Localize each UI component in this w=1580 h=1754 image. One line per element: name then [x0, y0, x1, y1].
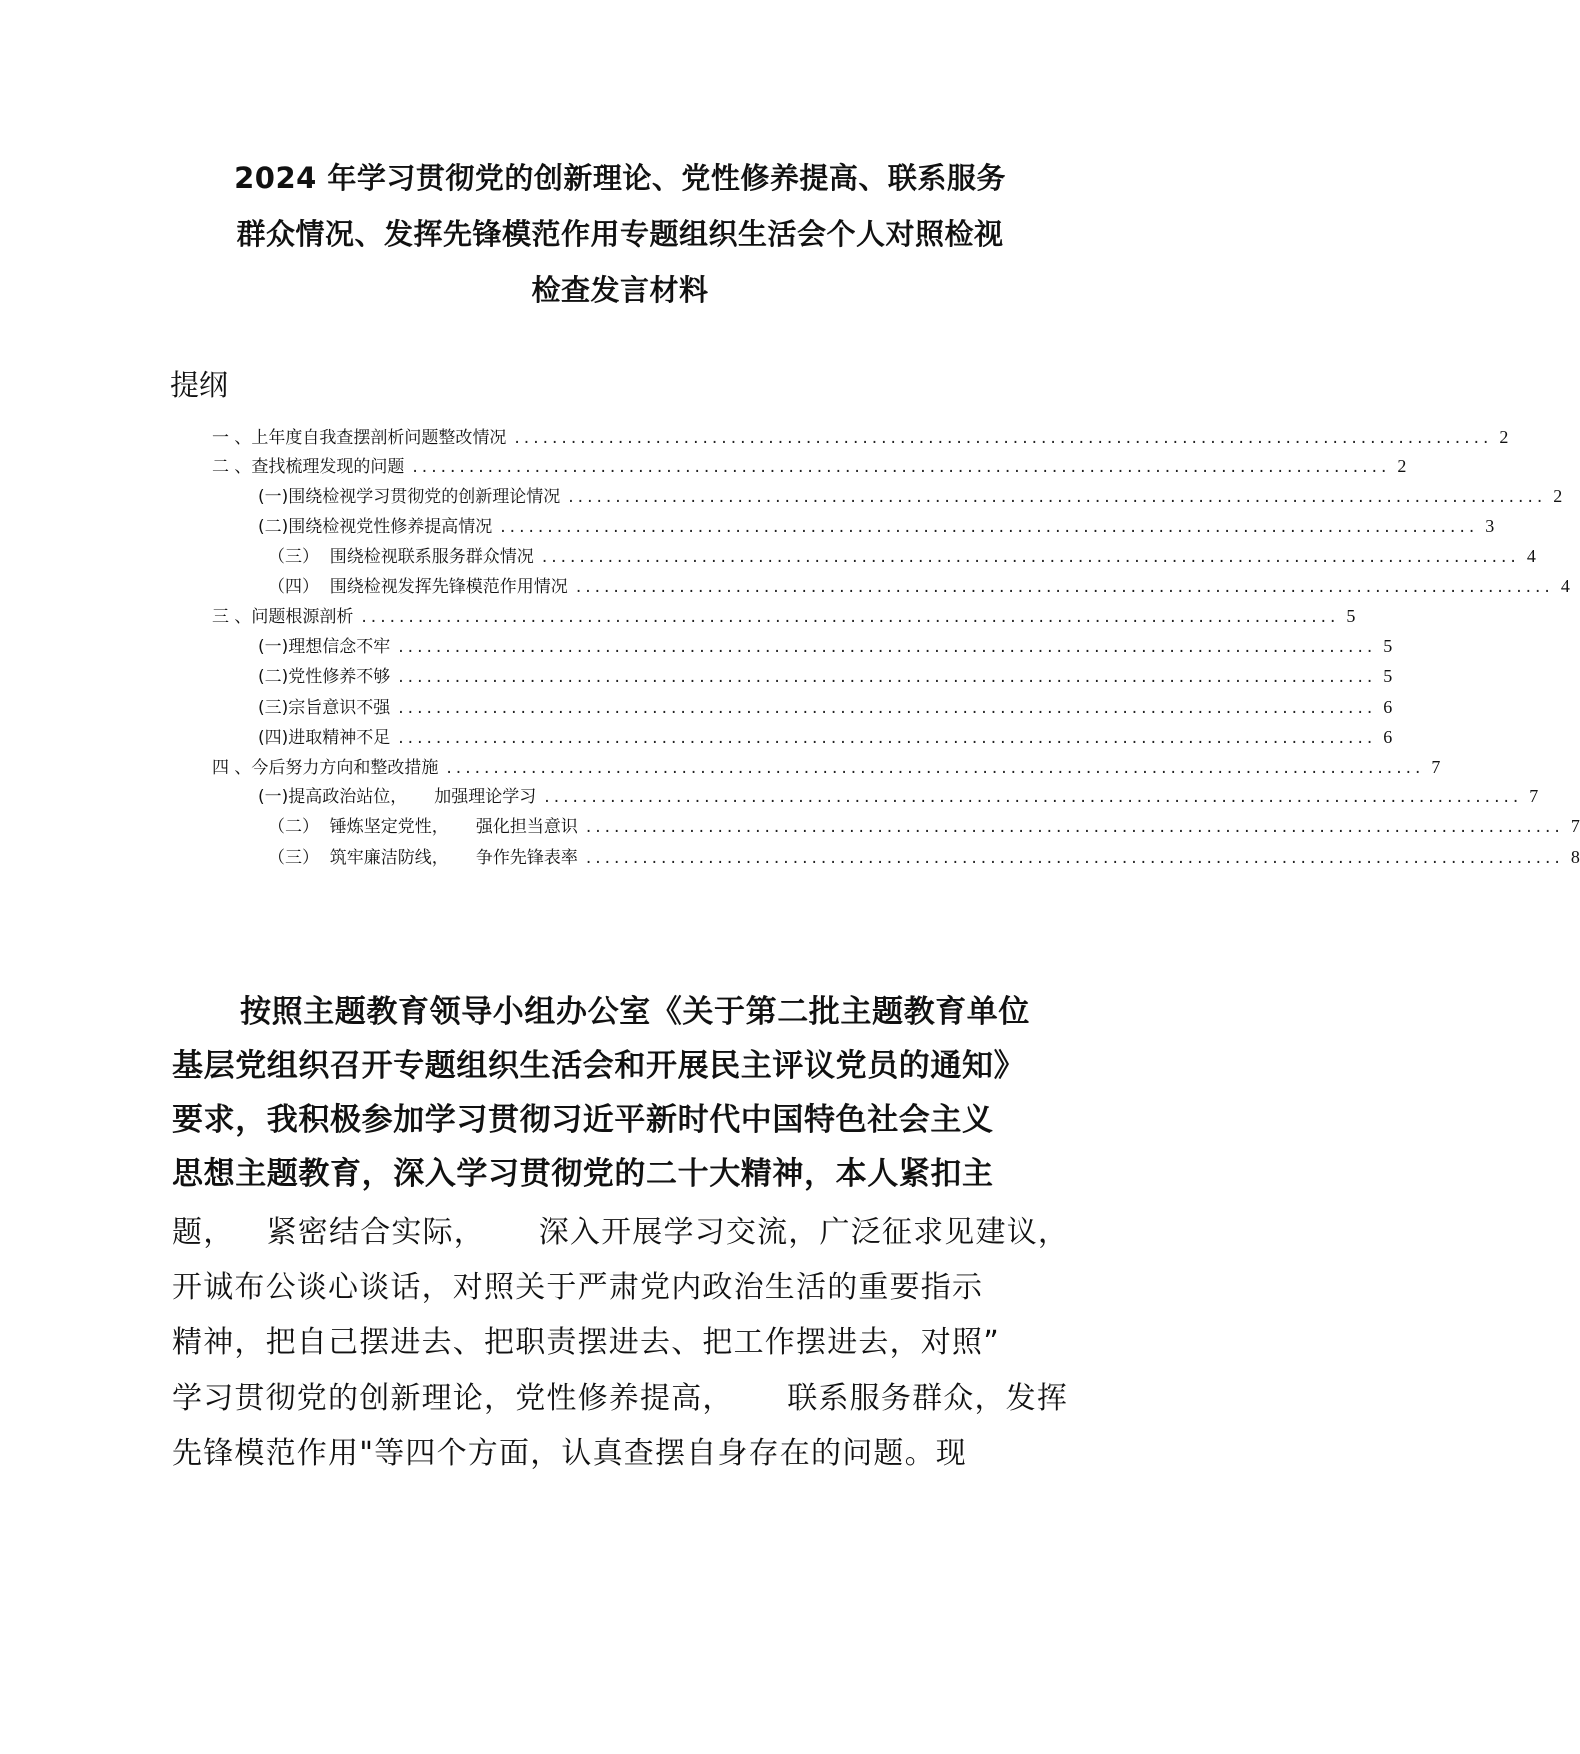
toc-leader-dots: ........................................................................................................ [361, 607, 1340, 627]
toc-page-number: 7 [1570, 816, 1580, 836]
outline-heading: 提纲 [170, 368, 229, 402]
toc-entry-label: (一)提高政治站位， 加强理论学习 [258, 787, 537, 807]
body-text-line: 开诚布公谈心谈话，对照关于严肃党内政治生活的重要指示 [172, 1270, 984, 1305]
toc-leader-dots: ........................................................................................................ [544, 787, 1523, 807]
toc-entry-label: （三） 围绕检视联系服务群众情况 [268, 547, 534, 567]
toc-leader-dots: ........................................................................................................ [585, 848, 1564, 868]
body-bold-line: 按照主题教育领导小组办公室《关于第二批主题教育单位 [240, 994, 1030, 1030]
toc-entry[interactable] [258, 483, 1563, 509]
toc-entry-label: (二)围绕检视党性修养提高情况 [258, 517, 493, 537]
toc-page-number: 6 [1383, 697, 1393, 717]
toc-entry-label: (一)理想信念不牢 [258, 637, 391, 657]
toc-entry-label: 查找梳理发现的问题 [251, 457, 405, 477]
toc-leader-dots: ........................................................................................................ [398, 637, 1377, 657]
toc-entry-label: 问题根源剖析 [251, 607, 354, 627]
toc-entry-number: 三 、 [212, 607, 252, 627]
toc-entry-label: （二） 锤炼坚定党性， 强化担当意识 [268, 817, 578, 837]
toc-entry[interactable] [268, 573, 1570, 599]
toc-entry-label: （四） 围绕检视发挥先锋模范作用情况 [268, 577, 568, 597]
body-bold-line: 思想主题教育，深入学习贯彻党的二十大精神，本人紧扣主 [172, 1156, 994, 1192]
body-text-line: 精神，把自己摆进去、把职责摆进去、把工作摆进去，对照” [172, 1325, 1000, 1360]
toc-leader-dots: ........................................................................................................ [398, 728, 1377, 748]
toc-leader-dots: ........................................................................................................ [446, 758, 1425, 778]
toc-leader-dots: ........................................................................................................ [541, 547, 1520, 567]
toc-entry[interactable] [258, 783, 1539, 809]
toc-entry[interactable] [258, 694, 1393, 720]
toc-entry[interactable] [268, 813, 1580, 839]
toc-entry-label: (三)宗旨意识不强 [258, 698, 391, 718]
title-line-3: 检查发言材料 [531, 273, 709, 307]
toc-leader-dots: ........................................................................................................ [585, 817, 1564, 837]
toc-page-number: 6 [1383, 727, 1393, 747]
toc-entry[interactable] [268, 543, 1536, 569]
toc-entry-label: 今后努力方向和整改措施 [251, 758, 439, 778]
toc-entry[interactable] [268, 844, 1580, 870]
body-bold-line: 基层党组织召开专题组织生活会和开展民主评议党员的通知》 [172, 1048, 1026, 1084]
body-bold-line: 要求，我积极参加学习贯彻习近平新时代中国特色社会主义 [172, 1102, 994, 1138]
toc-entry-label: （三） 筑牢廉洁防线， 争作先锋表率 [268, 848, 578, 868]
toc-leader-dots: ........................................................................................................ [398, 698, 1377, 718]
toc-entry[interactable] [258, 663, 1393, 689]
title-line-1: 2024 年学习贯彻党的创新理论、党性修养提高、联系服务 [234, 161, 1006, 195]
toc-entry[interactable] [258, 724, 1393, 750]
toc-entry-number: 二 、 [212, 457, 252, 477]
toc-entry-number: 一 、 [212, 428, 252, 448]
toc-entry[interactable] [212, 754, 1441, 780]
toc-leader-dots: ........................................................................................................ [514, 428, 1493, 448]
body-text-line: 题， 紧密结合实际， 深入开展学习交流，广泛征求见建议， [172, 1215, 1070, 1250]
toc-page-number: 7 [1529, 786, 1539, 806]
toc-page-number: 3 [1485, 516, 1495, 536]
toc-page-number: 5 [1383, 666, 1393, 686]
title-line-2: 群众情况、发挥先锋模范作用专题组织生活会个人对照检视 [236, 217, 1004, 251]
toc-page-number: 7 [1431, 757, 1441, 777]
toc-leader-dots: ........................................................................................................ [398, 667, 1377, 687]
toc-page-number: 2 [1499, 427, 1509, 447]
toc-entry[interactable] [212, 603, 1356, 629]
body-text-line: 学习贯彻党的创新理论，党性修养提高， 联系服务群众，发挥 [172, 1381, 1069, 1416]
toc-page-number: 2 [1397, 456, 1407, 476]
toc-entry-label: (二)党性修养不够 [258, 667, 391, 687]
toc-entry-label: (一)围绕检视学习贯彻党的创新理论情况 [258, 487, 561, 507]
toc-page-number: 8 [1570, 847, 1580, 867]
toc-page-number: 4 [1526, 546, 1536, 566]
body-text-line: 先锋模范作用"等四个方面，认真查摆自身存在的问题。现 [172, 1436, 967, 1471]
toc-leader-dots: ........................................................................................................ [500, 517, 1479, 537]
toc-page-number: 4 [1560, 576, 1570, 596]
document-title [150, 150, 1090, 318]
toc-leader-dots: ........................................................................................................ [412, 457, 1391, 477]
toc-entry[interactable] [258, 633, 1393, 659]
toc-entry[interactable] [212, 453, 1407, 479]
toc-leader-dots: ........................................................................................................ [568, 487, 1547, 507]
toc-page-number: 2 [1553, 486, 1563, 506]
toc-entry[interactable] [212, 424, 1509, 450]
toc-entry-label: (四)进取精神不足 [258, 728, 391, 748]
toc-entry-label: 上年度自我查摆剖析问题整改情况 [251, 428, 507, 448]
toc-entry-number: 四 、 [212, 758, 252, 778]
toc-entry[interactable] [258, 513, 1495, 539]
toc-page-number: 5 [1346, 606, 1356, 626]
toc-leader-dots: ........................................................................................................ [575, 577, 1554, 597]
toc-page-number: 5 [1383, 636, 1393, 656]
